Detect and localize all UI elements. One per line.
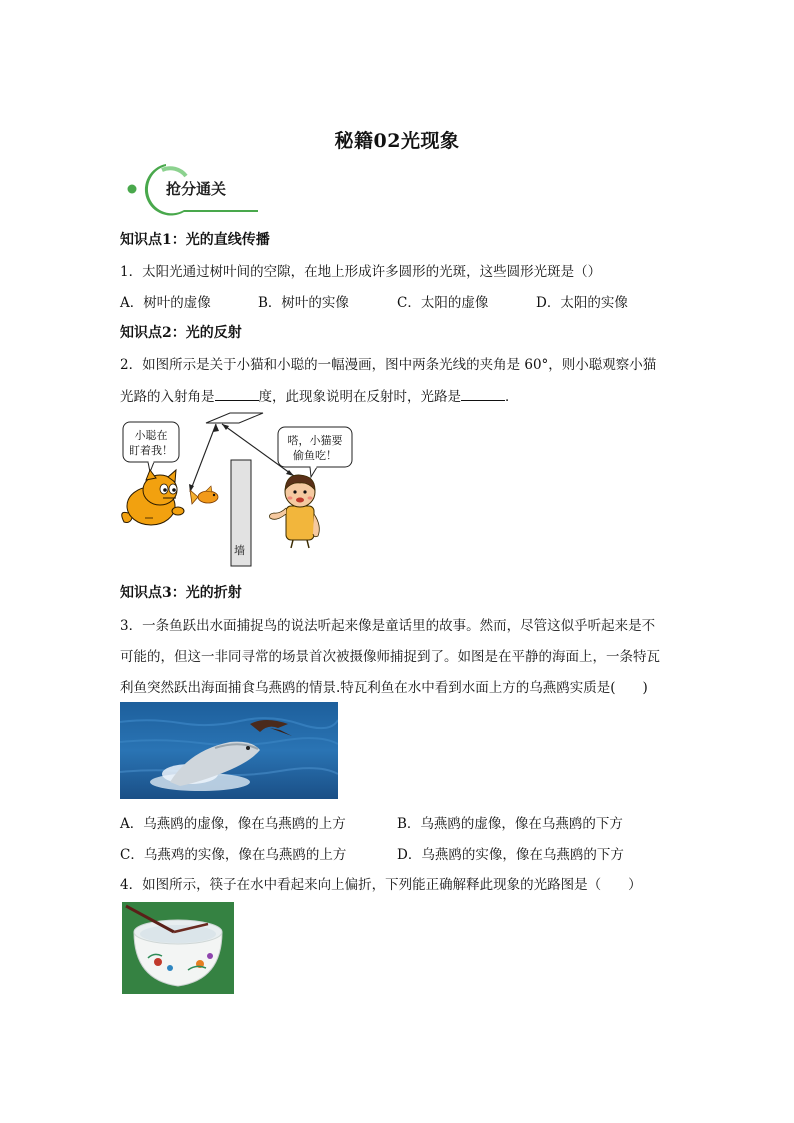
boy-icon [270,475,320,548]
q1-option-a[interactable]: A．树叶的虚像 [120,295,211,311]
chopstick-in-bowl-image [122,902,234,994]
page-title: 秘籍02光现象 [334,130,460,152]
boy-speech-line-1: 嗒，小猫要 [287,434,343,447]
q2-line2-part-b: 度，此现象说明在反射时，光路是 [258,389,461,405]
q2-line2-part-a: 光路的入射角是 [120,389,215,405]
q3-option-d[interactable]: D．乌燕鸥的实像，像在乌燕鸥的下方 [397,847,624,863]
boy-speech-bubble [278,433,352,463]
cat-speech-line-1: 小聪在 [134,429,168,442]
cat-speech-line-2: 盯着我！ [129,444,173,457]
section-badge [122,160,262,220]
q1-option-b[interactable]: B．树叶的实像 [258,295,349,311]
cat-speech-bubble [123,428,179,458]
q3-line3: 利鱼突然跃出海面捕食乌燕鸥的情景.特瓦利鱼在水中看到水面上方的乌燕鸥实质是( ) [120,680,648,696]
q3-option-b[interactable]: B．乌燕鸥的虚像，像在乌燕鸥的下方 [397,816,623,832]
section-heading-1: 知识点1：光的直线传播 [120,232,270,248]
fish-catching-bird-image [120,702,338,799]
section-heading-2: 知识点2：光的反射 [120,325,242,341]
q1-option-d[interactable]: D．太阳的实像 [536,295,628,311]
cat-icon [122,470,184,525]
q2-blank-angle[interactable] [215,388,259,401]
boy-speech-line-2: 偷鱼吃！ [293,449,337,462]
q4-stem: 4．如图所示，筷子在水中看起来向上偏折，下列能正确解释此现象的光路图是（ ） [120,877,642,893]
q2-blank-path[interactable] [461,388,505,401]
q3-fish-photo [120,702,338,799]
q3-line1: 3．一条鱼跃出水面捕捉鸟的说法听起来像是童话里的故事。然而，尽管这似乎听起来是不 [120,618,656,634]
goldfish-icon [190,486,218,504]
section-heading-3: 知识点3：光的折射 [120,585,242,601]
q2-line2 [120,385,519,405]
q3-option-c[interactable]: C．乌燕鸡的实像，像在乌燕鸥的上方 [120,847,347,863]
q2-cartoon-figure [118,410,368,570]
mirror-icon [206,413,263,423]
q3-line2: 可能的，但这一非同寻常的场景首次被摄像师捕捉到了。如图是在平静的海面上，一条特瓦 [120,649,660,665]
q1-stem: 1．太阳光通过树叶间的空隙，在地上形成许多圆形的光斑，这些圆形光斑是（） [120,264,602,280]
q2-line2-part-c: ． [505,389,519,405]
wall-label: 墙 [234,544,245,557]
q4-bowl-photo [122,902,234,994]
q2-line1: 2．如图所示是关于小猫和小聪的一幅漫画，图中两条光线的夹角是 60°，则小聪观察小猫 [120,357,657,373]
q1-option-c[interactable]: C．太阳的虚像 [397,295,489,311]
q3-option-a[interactable]: A．乌燕鸥的虚像，像在乌燕鸥的上方 [120,816,346,832]
badge-label: 抢分通关 [166,180,227,198]
